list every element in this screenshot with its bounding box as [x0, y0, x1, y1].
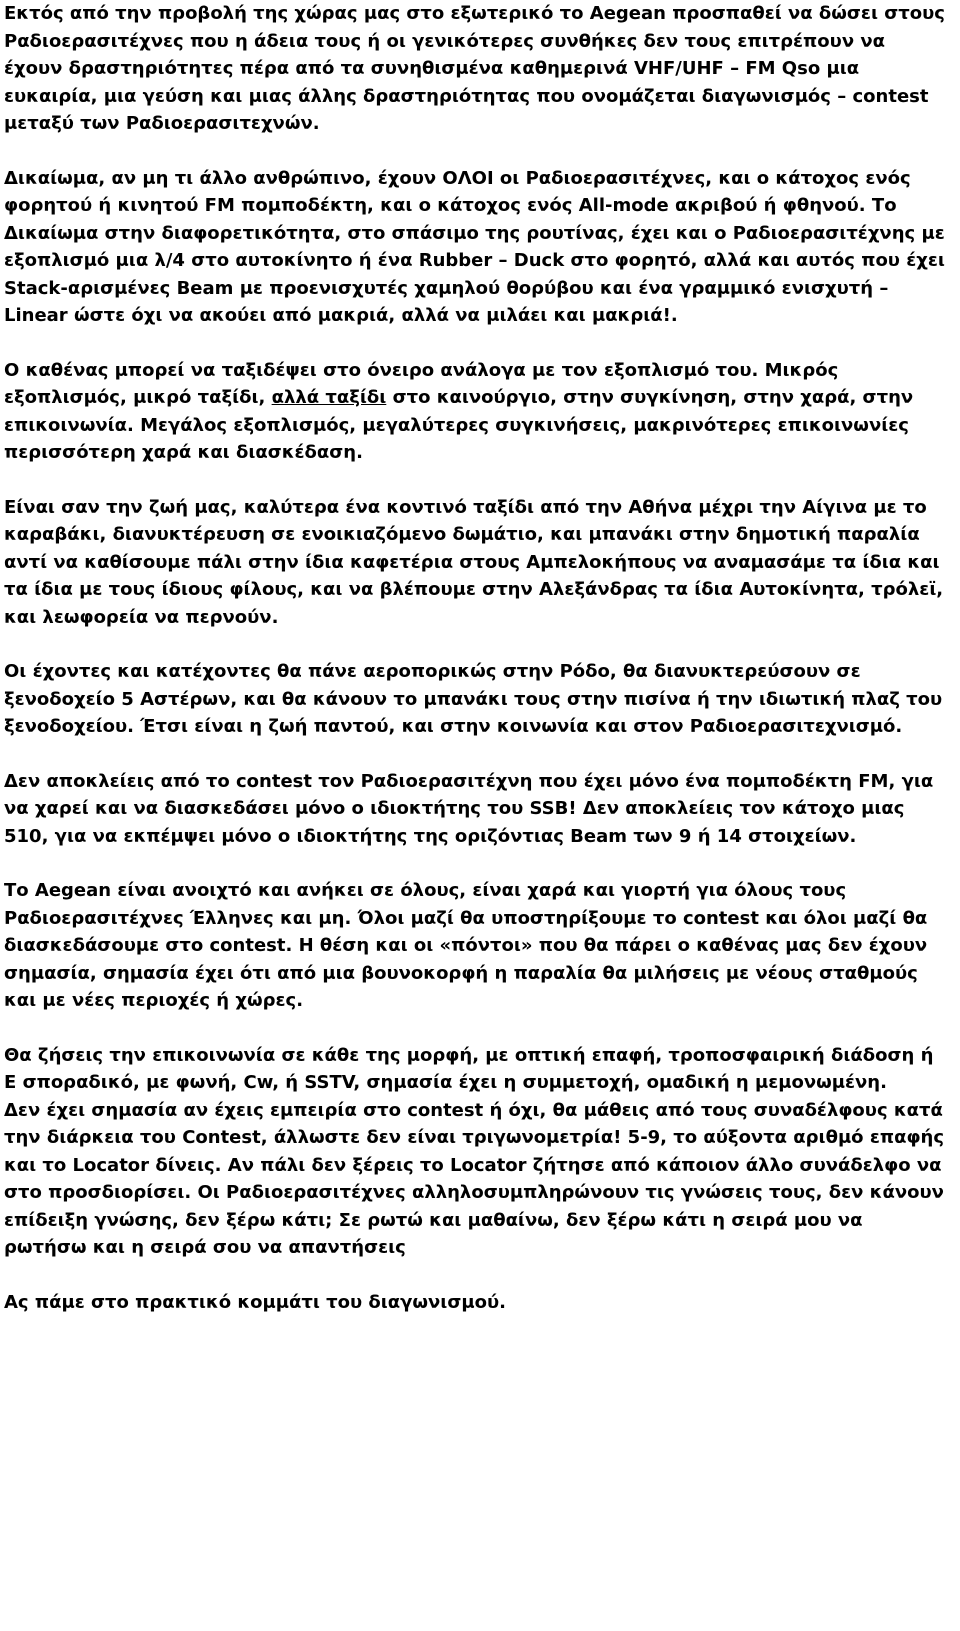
paragraph-equipment-journey [4, 357, 948, 467]
paragraph-like-our-life: Είναι σαν την ζωή μας, καλύτερα ένα κοντινό ταξίδι από την Αθήνα μέχρι την Αίγινα με το καραβάκι, διανυκτέρευση σε ενοικιαζόμενο δωμάτιο, και μπανάκι στην δημοτική παραλία αντί να καθίσουμε πάλι στην ίδια καφετέρια στους Αμπελοκήπους να αναμασάμε τα ίδια και τα ίδια με τους ίδιους φίλους, και να βλέπουμε στην Αλεξάνδρας τα ίδια Αυτοκίνητα, τρόλεϊ, και λεωφορεία να περνούν. [4, 496, 944, 628]
paragraph-intro: Εκτός από την προβολή της χώρας μας στο εξωτερικό το Aegean προσπαθεί να δώσει στους Ραδιοερασιτέχνες που η άδεια τους ή οι γενικότερες συνθήκες δεν τους επιτρέπουν να έχουν δραστηριότητες πέρα από τα συνηθισμένα καθημερινά VHF/UHF – FM Qso μια ευκαιρία, μια γεύση και μιας άλλης δραστηριότητας που ονομάζεται διαγωνισμός – contest μεταξύ των Ραδιοερασιτεχνών. [4, 3, 945, 134]
paragraph-open-to-all: Το Aegean είναι ανοιχτό και ανήκει σε όλους, είναι χαρά και γιορτή για όλους τους Ραδιοερασιτέχνες Έλληνες και μη. Όλοι μαζί θα υποστηρίξουμε το contest και όλοι μαζί θα διασκεδάσουμε στο contest. Η θέση και οι «πόντοι» που θα πάρει ο καθένας μας δεν έχουν σημασία, σημασία έχει ότι από μια βουνοκορφή η παραλία θα μιλήσεις με νέους σταθμούς και με νέες περιοχές ή χώρες. [4, 880, 928, 1011]
paragraph-experience: Δεν έχει σημασία αν έχεις εμπειρία στο contest ή όχι, θα μάθεις από τους συναδέλφους κατά την διάρκεια του Contest, άλλωστε δεν είναι τριγωνομετρία! 5-9, το αύξοντα αριθμό επαφής και το Locator δίνεις. Αν πάλι δεν ξέρεις το Locator ζήτησε από κάποιον άλλο συνάδελφο να στο προσδιορίσει. Οι Ραδιοερασιτέχνες αλληλοσυμπληρώνουν τις γνώσεις τους, δεν κάνουν επίδειξη γνώσης, δεν ξέρω κάτι; Σε ρωτώ και μαθαίνω, δεν ξέρω κάτι η σειρά μου να ρωτήσω και η σειρά σου να απαντήσεις [4, 1099, 945, 1258]
paragraph-haves: Οι έχοντες και κατέχοντες θα πάνε αεροπορικώς στην Ρόδο, θα διανυκτερεύσουν σε ξενοδοχείο 5 Αστέρων, και θα κάνουν το μπανάκι τους στην πισίνα ή την ιδιωτική πλαζ του ξενοδοχείου. Έτσι είναι η ζωή παντού, και στην κοινωνία και στον Ραδιοερασιτεχνισμό. [4, 661, 943, 737]
paragraph-do-not-exclude: Δεν αποκλείεις από το contest τον Ραδιοερασιτέχνη που έχει μόνο ένα πομποδέκτη FM, για να χαρεί και να διασκεδάσει μόνο ο ιδιοκτήτης του SSB! Δεν αποκλείεις τον κάτοχο μιας 510, για να εκπέμψει μόνο ο ιδιοκτήτης της οριζόντιας Beam των 9 ή 14 στοιχείων. [4, 770, 934, 847]
paragraph-communication-forms: Θα ζήσεις την επικοινωνία σε κάθε της μορφή, με οπτική επαφή, τροποσφαιρική διάδοση ή E σποραδικό, με φωνή, Cw, ή SSTV, σημασία έχει η συμμετοχή, ομαδική η μεμονωμένη. [4, 1044, 934, 1093]
paragraph-equipment-journey-start: Ο καθένας μπορεί να ταξιδέψει στο όνειρο ανάλογα με τον εξοπλισμό του. Μικρός εξοπλισμός, μικρό ταξίδι, [4, 359, 839, 408]
document-body [4, 0, 948, 1316]
paragraph-equipment-journey-end: στο καινούργιο, στην συγκίνηση, στην χαρά, στην επικοινωνία. Μεγάλος εξοπλισμός, μεγαλύτερες συγκινήσεις, μακρινότερες επικοινωνίες περισσότερη χαρά και διασκέδαση. [4, 387, 914, 463]
paragraph-right-of-all: Δικαίωμα, αν μη τι άλλο ανθρώπινο, έχουν ΟΛΟΙ οι Ραδιοερασιτέχνες, και ο κάτοχος ενός φορητού ή κινητού FM πομποδέκτη, και ο κάτοχος ενός All-mode ακριβού ή φθηνού. Το Δικαίωμα στην διαφορετικότητα, στο σπάσιμο της ρουτίνας, έχει και ο Ραδιοερασιτέχνης με εξοπλισμό μια λ/4 στο αυτοκίνητο ή ένα Rubber – Duck στο φορητό, αλλά και αυτός που έχει Stack-αρισμένες Beam με προενισχυτές χαμηλού θορύβου και ένα γραμμικό ενισχυτή – Linear ώστε όχι να ακούει από μακριά, αλλά να μιλάει και μακριά!. [4, 167, 945, 326]
underlined-phrase: αλλά ταξίδι [271, 387, 387, 408]
paragraph-practical-part: Ας πάμε στο πρακτικό κομμάτι του διαγωνισμού. [4, 1291, 506, 1313]
